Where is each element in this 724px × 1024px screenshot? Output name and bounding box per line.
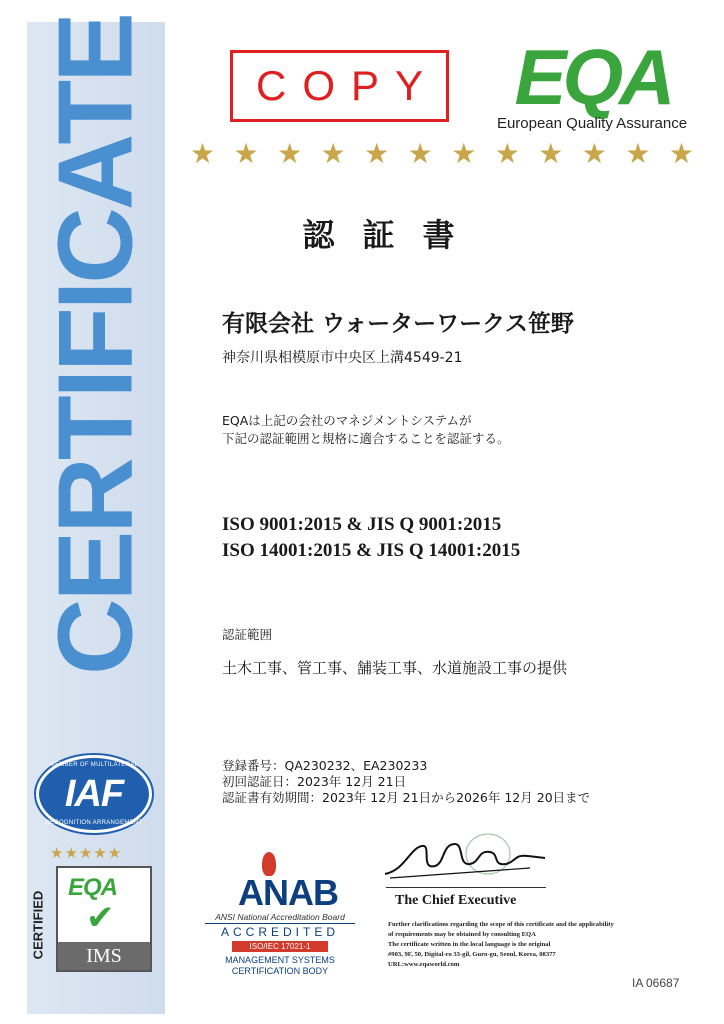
star-icon: ★ <box>625 137 651 170</box>
fine-print <box>388 920 678 970</box>
scope-label: 認証範囲 <box>222 627 273 642</box>
anab-iso-badge: ISO/IEC 17021-1 <box>232 941 328 952</box>
validity-period: 認証書有効期間：2023年 12月 21日から2026年 12月 20日まで <box>222 790 591 805</box>
ims-eqa-logo: EQA <box>68 874 118 901</box>
signatory-title: The Chief Executive <box>395 893 517 908</box>
registration-number: 登録番号：QA230232、EA230233 <box>222 758 428 773</box>
iaf-ring-top: MEMBER OF MULTILATERAL <box>49 762 139 768</box>
star-icon: ★ <box>451 137 477 170</box>
anab-board: ANSI National Accreditation Board <box>205 912 355 924</box>
fine-print-line: The certificate written in the local language is the original <box>388 941 551 948</box>
star-icon: ★ <box>538 137 564 170</box>
star-icon: ★ <box>190 137 216 170</box>
star-icon: ★ <box>407 137 433 170</box>
signature-line <box>386 887 546 888</box>
star-icon: ★ <box>581 137 607 170</box>
eqa-logo-subtitle: European Quality Assurance <box>496 115 688 132</box>
stars-row <box>190 137 694 170</box>
star-icon: ★ <box>668 137 694 170</box>
fine-print-line: of requirements may be obtained by consulting EQA <box>388 931 536 938</box>
certification-statement <box>222 412 510 448</box>
scope-value: 土木工事、管工事、舗装工事、水道施設工事の提供 <box>222 659 568 677</box>
copy-stamp: COPY <box>230 50 449 122</box>
star-icon: ★ <box>320 137 346 170</box>
initial-certification-date: 初回認証日：2023年 12月 21日 <box>222 774 407 789</box>
statement-line: 下記の認証範囲と規格に適合することを認証する。 <box>222 431 510 446</box>
standard-line: ISO 9001:2015 & JIS Q 9001:2015 <box>222 514 502 535</box>
fine-print-line: #903, 9F, 50, Digital-ro 33-gil, Guro-gu, Seoul, Korea, 08377 <box>388 951 556 958</box>
standard-line: ISO 14001:2015 & JIS Q 14001:2015 <box>222 540 521 561</box>
anab-management <box>205 955 355 977</box>
handwritten-signature <box>380 830 550 886</box>
statement-line: EQAは上記の会社のマネジメントシステムが <box>222 413 472 428</box>
ims-stars: ★★★★★ <box>50 844 123 862</box>
fine-print-line: URL:www.eqaworld.com <box>388 961 460 968</box>
ims-label: IMS <box>58 942 150 970</box>
anab-accredited: ACCREDITED <box>220 925 339 939</box>
company-name: 有限会社 ウォーターワークス笹野 <box>222 311 574 337</box>
star-icon: ★ <box>364 137 390 170</box>
eqa-logo: EQA <box>514 33 672 121</box>
company-address: 神奈川県相模原市中央区上溝4549-21 <box>222 350 463 366</box>
anab-mgmt-line: MANAGEMENT SYSTEMS <box>225 955 335 965</box>
eqa-ims-mark <box>56 866 152 972</box>
standards-block <box>222 512 520 564</box>
document-title: 認証書 <box>302 216 483 254</box>
certificate-vertical-word: CERTIFICATE <box>36 15 155 675</box>
star-icon: ★ <box>233 137 259 170</box>
fine-print-line: Further clarifications regarding the scope of this certificate and the applicability <box>388 921 614 928</box>
star-icon: ★ <box>277 137 303 170</box>
registration-block <box>222 758 590 806</box>
iaf-ring-bottom: RECOGNITION ARRANGEMENT <box>45 820 143 826</box>
document-code: IA 06687 <box>632 976 680 990</box>
anab-logo: ANAB <box>238 872 338 913</box>
iaf-seal <box>36 755 152 833</box>
certified-vertical-label: CERTIFIED <box>30 890 46 960</box>
checkmark-icon: ✔ <box>86 898 115 938</box>
anab-mgmt-line: CERTIFICATION BODY <box>231 966 329 976</box>
star-icon: ★ <box>494 137 520 170</box>
iaf-mark: IAF <box>64 772 124 815</box>
